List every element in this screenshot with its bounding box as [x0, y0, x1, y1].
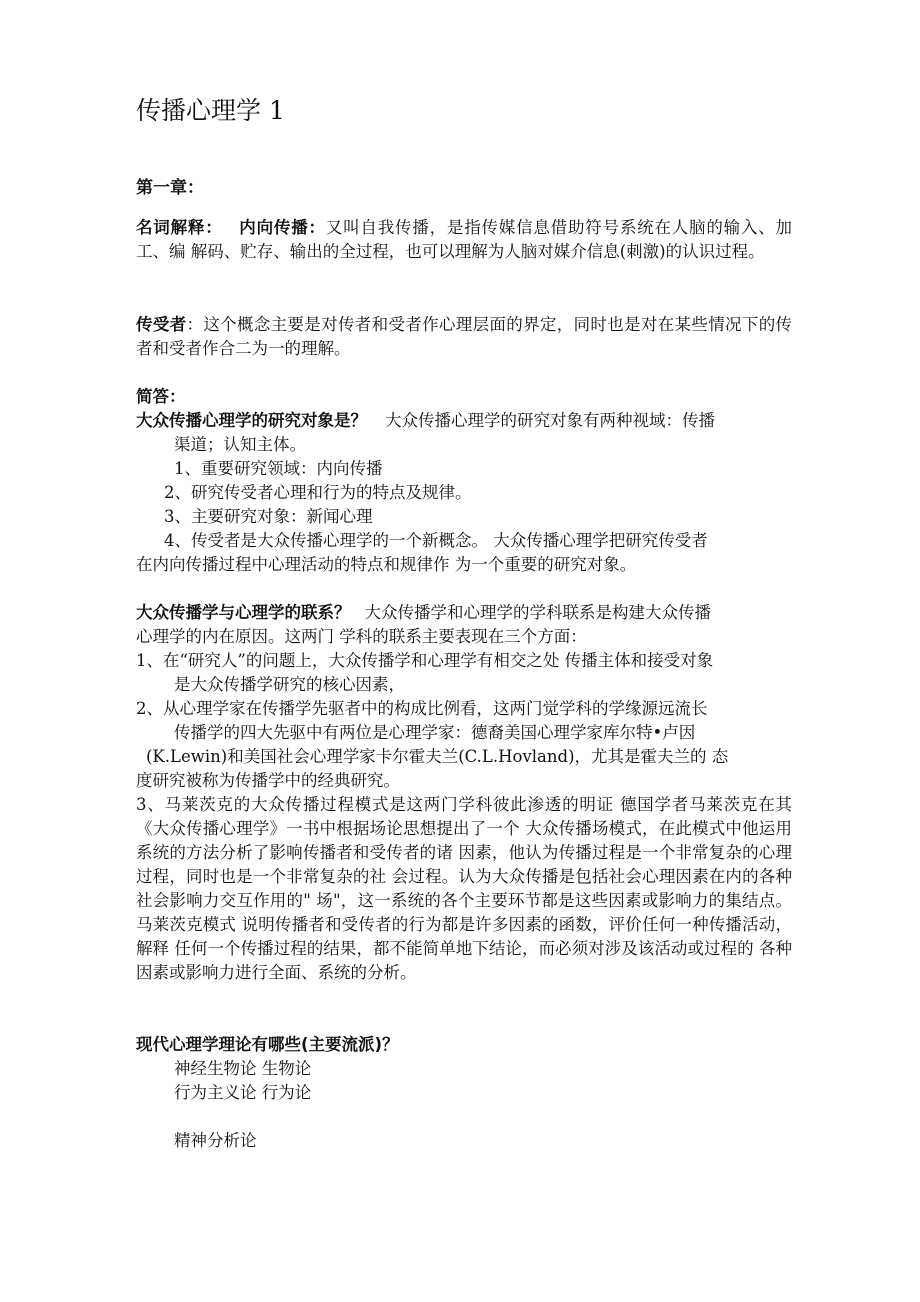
- q3-question: 现代心理学理论有哪些(主要流派)？: [136, 1035, 399, 1054]
- q2-point-2-line4: 度研究被称为传播学中的经典研究。: [136, 771, 400, 790]
- short-answer-heading: 简答：: [136, 387, 186, 406]
- q3-school-2: 行为主义论 行为论: [174, 1083, 312, 1102]
- q2-point-1-line1: 1、在“研究人”的问题上，大众传播学和心理学有相交之处 传播主体和接受对象: [136, 651, 714, 670]
- definition-inward-communication: [136, 216, 792, 264]
- q1-item-4-line2: 在内向传播过程中心理活动的特点和规律作 为一个重要的研究对象。: [136, 555, 637, 574]
- q1-item-3: 3、主要研究对象：新闻心理: [164, 507, 373, 526]
- definitions-heading: 名词解释：: [136, 218, 223, 237]
- q3-school-3: 精神分析论: [174, 1131, 257, 1150]
- q1-answer-line1: 大众传播心理学的研究对象有两种视域：传播: [385, 411, 715, 430]
- q2-point-2-line2: 传播学的四大先驱中有两位是心理学家：德裔美国心理学家库尔特•卢因: [174, 723, 696, 742]
- term-colon: ：: [308, 218, 326, 237]
- q1-line: [136, 409, 715, 433]
- q1-item-4-line1: 4、传受者是大众传播心理学的一个新概念。 大众传播心理学把研究传受者: [164, 531, 708, 550]
- term-communicator-receiver: 传受者: [136, 315, 187, 334]
- chapter-heading: 第一章：: [136, 178, 204, 198]
- q2-intro-line2: 心理学的内在原因。这两门 学科的联系主要表现在三个方面：: [136, 627, 587, 646]
- q1-item-2: 2、研究传受者心理和行为的特点及规律。: [164, 483, 472, 502]
- q3-school-1: 神经生物论 生物论: [174, 1059, 312, 1078]
- q1-answer-line2: 渠道；认知主体。: [174, 435, 306, 454]
- q2-question: 大众传播学与心理学的联系？: [136, 603, 351, 622]
- q1-item-1: 1、重要研究领域：内向传播: [174, 459, 383, 478]
- term-communicator-receiver-definition: 这个概念主要是对传者和受者作心理层面的界定，同时也是对在某些情况下的传者和受者作合二为一的理解。: [136, 315, 793, 358]
- q2-intro-line1: 大众传播学和心理学的学科联系是构建大众传播: [364, 603, 711, 622]
- term-inward-communication: 内向传播: [238, 218, 309, 237]
- q2-point-2-line3: (K.Lewin)和美国社会心理学家卡尔霍夫兰(C.L.Hovland)，尤其是霍夫兰的 态: [146, 747, 729, 766]
- document-title: 传播心理学 1: [136, 96, 285, 125]
- q2-point-2-line1: 2、从心理学家在传播学先驱者中的构成比例看，这两门觉学科的学缘源远流长: [136, 699, 708, 718]
- definition-communicator-receiver: [136, 313, 792, 361]
- term-inward-communication-definition: 又叫自我传播，是指传媒信息借助符号系统在人脑的输入、加工、编 解码、贮存、输出的全过程，也可以理解为人脑对媒介信息(刺激)的认识过程。: [136, 218, 793, 261]
- q1-question: 大众传播心理学的研究对象是？: [136, 411, 367, 430]
- term-colon: ：: [186, 315, 204, 334]
- q2-point-1-line2: 是大众传播学研究的核心因素，: [174, 675, 405, 694]
- q2-line: [136, 601, 711, 625]
- q2-point-3: 3、马莱茨克的大众传播过程模式是这两门学科彼此渗透的明证 德国学者马莱茨克在其《大众传播心理学》一书中根据场论思想提出了一个 大众传播场模式，在此模式中他运用系统的方法分析了影响传播者和受传者的诸 因素，他认为传播过程是一个非常复杂的心理过程，同时也是一个非常复杂的社 会过程。认为大众传播是包括社会心理因素在内的各种社会影响力交互作用的" 场"，这一系统的各个主要环节都是这些因素或影响力的集结点。马莱茨克模式 说明传播者和受传者的行为都是许多因素的函数，评价任何一种传播活动，解释 任何一个传播过程的结果，都不能简单地下结论，而必须对涉及该活动或过程的 各种因素或影响力进行全面、系统的分析。: [136, 795, 792, 982]
